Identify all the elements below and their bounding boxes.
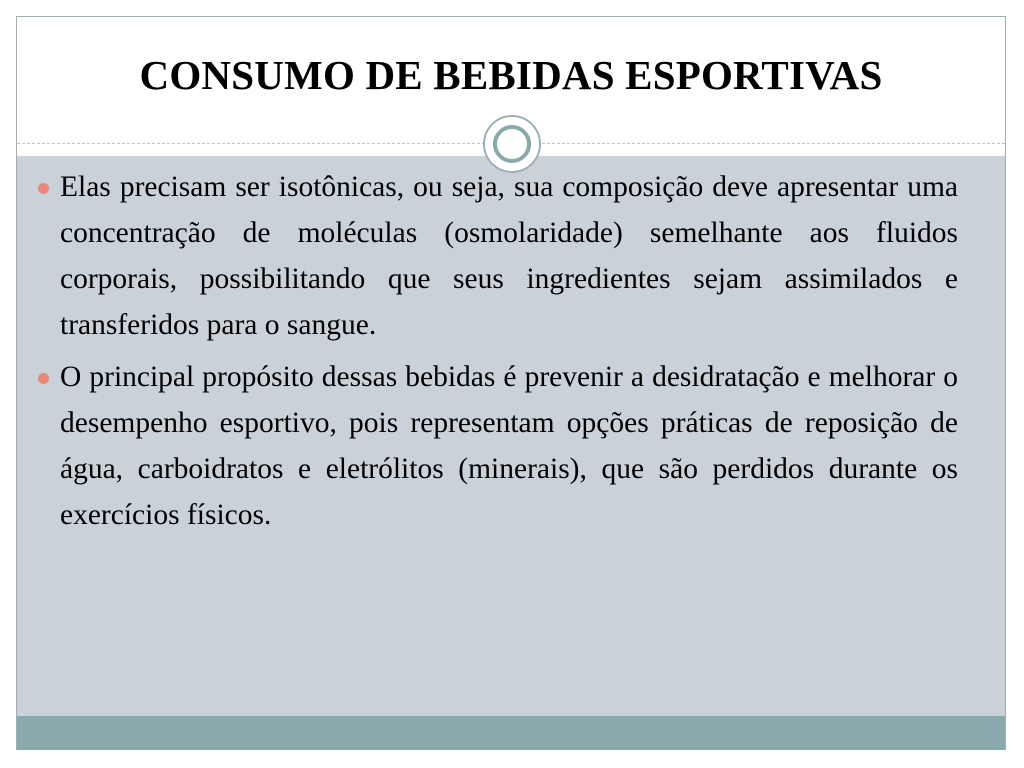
round-bullet-icon xyxy=(38,373,49,384)
circle-ring-inner xyxy=(493,125,531,163)
bullet-text: O principal propósito dessas bebidas é prevenir a desidratação e melhorar o desempenho esportivo, pois representam opções práticas de reposição de água, carboidratos e eletrólitos (minerais), que são perdidos durante os exercícios físicos. xyxy=(60,361,958,531)
footer-bar xyxy=(17,716,1005,750)
bullet-list xyxy=(38,164,958,544)
bullet-text: Elas precisam ser isotônicas, ou seja, sua composição deve apresentar uma concentração de moléculas (osmolaridade) semelhante aos fluidos corporais, possibilitando que seus ingredientes sejam assimilados e transferidos para o sangue. xyxy=(60,171,958,341)
bullet-item xyxy=(38,164,958,348)
round-bullet-icon xyxy=(38,183,49,194)
slide-title: CONSUMO DE BEBIDAS ESPORTIVAS xyxy=(139,52,883,98)
bullet-item xyxy=(38,354,958,538)
